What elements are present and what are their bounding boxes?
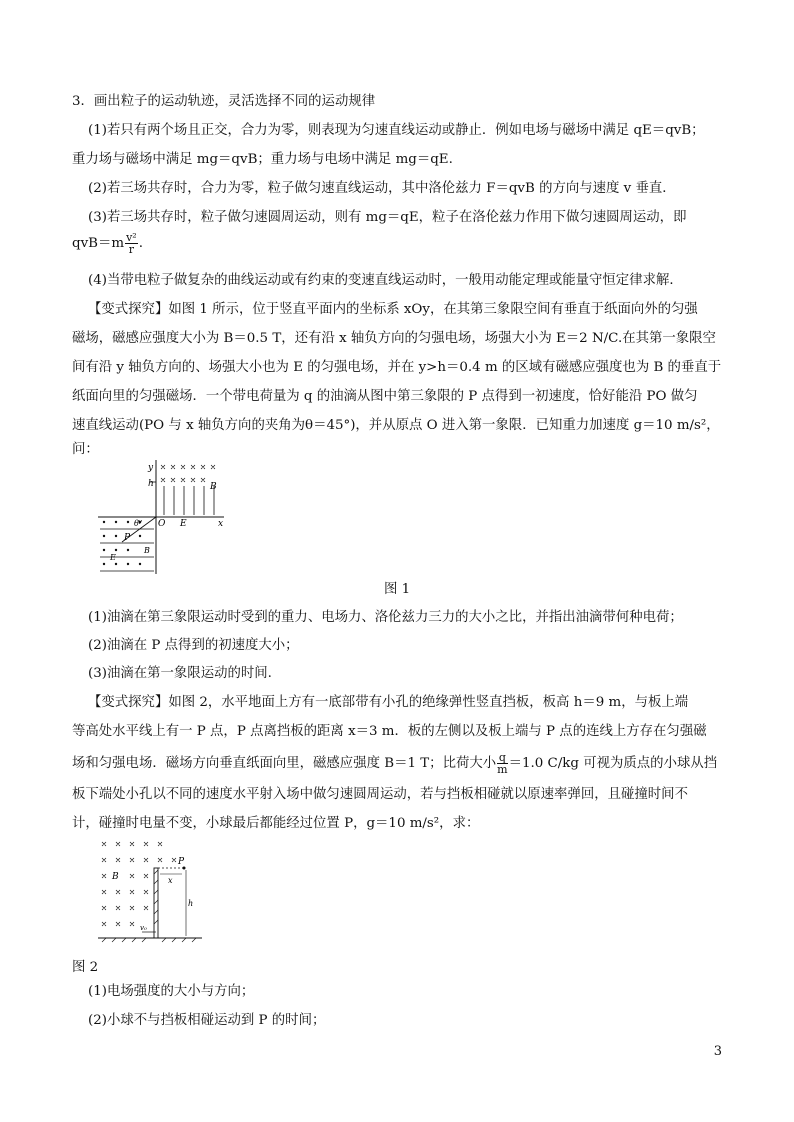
fraction-numerator: v² bbox=[126, 231, 137, 244]
figure-2-caption: 图 2 bbox=[72, 960, 99, 975]
text-line-fraction bbox=[72, 752, 717, 775]
text-line: (1)若只有两个场且正交，合力为零，则表现为匀速直线运动或静止．例如电场与磁场中满足 qE＝qvB； bbox=[88, 123, 705, 138]
section-heading: 3．画出粒子的运动轨迹，灵活选择不同的运动规律 bbox=[72, 94, 376, 109]
text-line: 问： bbox=[72, 442, 99, 457]
question-1: (1)电场强度的大小与方向； bbox=[88, 984, 255, 999]
text-line: 间有沿 y 轴负方向的、场强大小也为 E 的匀强电场，并在 y>h＝0.4 m 的区域有磁感应强度也为 B 的垂直于 bbox=[72, 360, 722, 375]
text-line: 磁场，磁感应强度大小为 B＝0.5 T，还有沿 x 轴负方向的匀强电场，场强大小为 E＝2 N/C.在其第一象限空 bbox=[72, 331, 716, 346]
fig1-label-v: v bbox=[138, 518, 142, 526]
text-line: 速直线运动(PO 与 x 轴负方向的夹角为θ＝45°)，并从原点 O 进入第一象限．已知重力加速度 g＝10 m/s²， bbox=[72, 418, 720, 433]
fraction-denominator: r bbox=[128, 243, 135, 256]
fig2-label-h: h bbox=[188, 899, 194, 908]
text-line: (2)若三场共存时，合力为零，粒子做匀速直线运动，其中洛伦兹力 F＝qvB 的方向与速度 v 垂直． bbox=[88, 181, 676, 196]
text-line: 纸面向里的匀强磁场．一个带电荷量为 q 的油滴从图中第三象限的 P 点得到一初速度，恰好能沿 PO 做匀 bbox=[72, 389, 698, 404]
formula-tail: . bbox=[138, 236, 143, 251]
fig1-label-h: h bbox=[148, 479, 154, 489]
fraction-numerator: q bbox=[498, 751, 506, 764]
page-number: 3 bbox=[713, 1044, 722, 1059]
fig1-label-theta: θ bbox=[134, 519, 139, 528]
text-line: 【变式探究】如图 2，水平地面上方有一底部带有小孔的绝缘弹性竖直挡板，板高 h＝9 m，与板上端 bbox=[88, 695, 689, 710]
figure-1-diagram bbox=[98, 460, 228, 578]
text-line: 等高处水平线上有一 P 点，P 点离挡板的距离 x＝3 m．板的左侧以及板上端与 P 点的连线上方存在匀强磁 bbox=[72, 724, 707, 739]
question-3: (3)油滴在第一象限运动的时间. bbox=[88, 666, 272, 681]
fig2-label-v0: v₀ bbox=[140, 924, 147, 932]
text-line: 【变式探究】如图 1 所示，位于竖直平面内的坐标系 xOy，在其第三象限空间有垂直于纸面向外的匀强 bbox=[88, 302, 698, 317]
fraction-q-over-m bbox=[497, 752, 507, 775]
text-line-formula bbox=[72, 232, 143, 255]
figure-2-diagram bbox=[98, 838, 208, 946]
fraction-v2-over-r bbox=[125, 232, 138, 255]
text-line: (3)若三场共存时，粒子做匀速圆周运动，则有 mg＝qE，粒子在洛伦兹力作用下做匀速圆周运动，即 bbox=[88, 210, 687, 225]
question-2: (2)小球不与挡板相碰运动到 P 的时间； bbox=[88, 1013, 326, 1028]
fig1-label-x: x bbox=[218, 519, 224, 529]
text-line: 计，碰撞时电量不变，小球最后都能经过位置 P，g＝10 m/s²，求： bbox=[72, 816, 480, 831]
question-1: (1)油滴在第三象限运动时受到的重力、电场力、洛伦兹力三力的大小之比，并指出油滴带何种电荷； bbox=[88, 610, 683, 625]
question-2: (2)油滴在 P 点得到的初速度大小； bbox=[88, 638, 299, 653]
fig2-label-B: B bbox=[112, 872, 119, 882]
fig1-label-E-lower: E bbox=[110, 553, 116, 562]
text-line: (4)当带电粒子做复杂的曲线运动或有约束的变速直线运动时，一般用动能定理或能量守恒定律求解． bbox=[88, 273, 683, 288]
fraction-denominator: m bbox=[497, 763, 508, 776]
formula-prefix: qvB＝m bbox=[72, 236, 125, 251]
text-line: 板下端处小孔以不同的速度水平射入场中做匀速圆周运动，若与挡板相碰就以原速率弹回，且碰撞时间不 bbox=[72, 787, 688, 802]
text-segment: 场和匀强电场．磁场方向垂直纸面向里，磁感应强度 B＝1 T；比荷大小 bbox=[72, 756, 497, 771]
text-line: 重力场与磁场中满足 mg＝qvB；重力场与电场中满足 mg＝qE. bbox=[72, 152, 453, 167]
fig1-label-B: B bbox=[210, 482, 217, 492]
fig2-label-x: x bbox=[168, 876, 173, 885]
fig2-label-P: P bbox=[178, 857, 185, 867]
figure-1-caption: 图 1 bbox=[384, 582, 411, 597]
text-segment: ＝1.0 C/kg 可视为质点的小球从挡 bbox=[508, 756, 718, 771]
fig1-label-E: E bbox=[180, 519, 187, 529]
fig1-label-B-lower: B bbox=[144, 546, 150, 555]
fig1-label-O: O bbox=[158, 519, 166, 529]
fig1-label-y: y bbox=[148, 463, 154, 473]
fig1-label-P: P bbox=[124, 533, 131, 543]
